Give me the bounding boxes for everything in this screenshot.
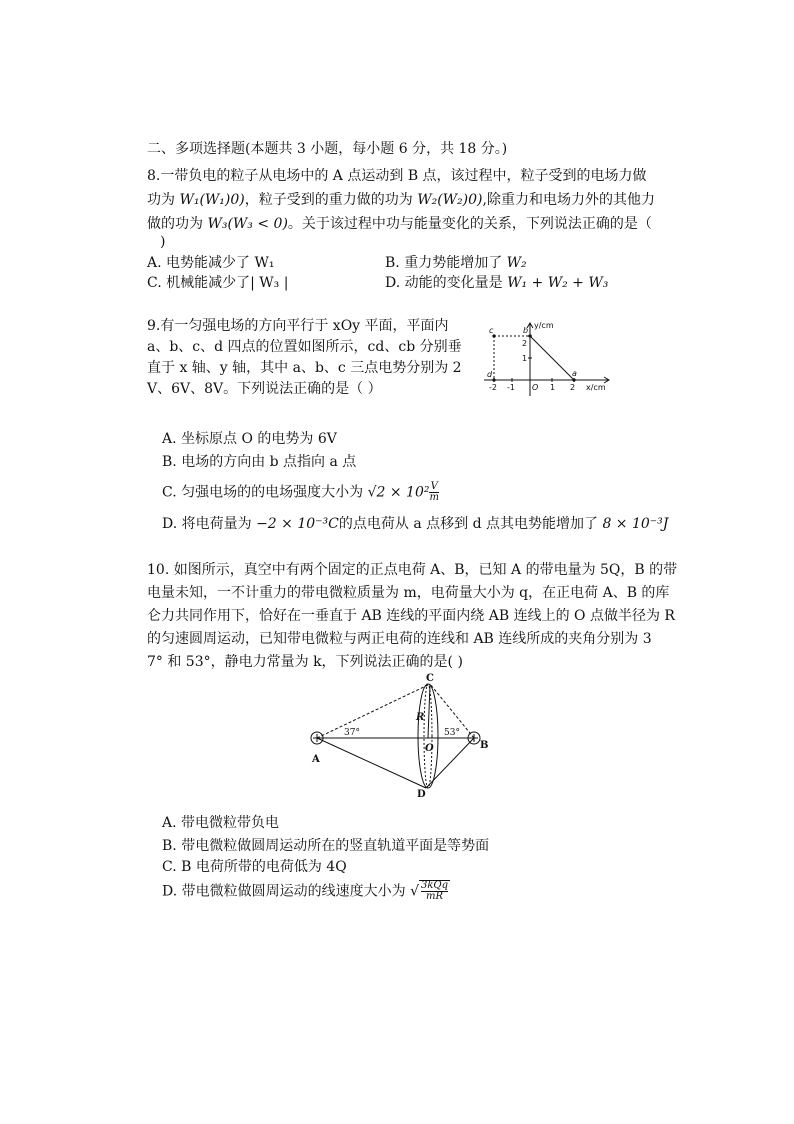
point-a [572,378,575,381]
label-c: c [489,326,494,335]
point-b [528,334,531,337]
q8-line4: ) [160,234,166,250]
line-ac [317,684,430,738]
q10-line1: 10. 如图所示，真空中有两个固定的正点电荷 A、B，已知 A 的带电量为 5Q，B 的带 [147,562,678,578]
point-d [492,378,495,381]
label-C: C [426,673,434,684]
q9-option-d-b: 的点电荷从 a 点移到 d 点其电势能增加了 [338,516,603,532]
q8-option-d-text: D. 动能的变化量是 [385,275,508,291]
q9-coordinate-figure [478,320,618,400]
q8-line3 [147,214,652,234]
q9-xlabel: x/cm [586,383,606,392]
radius-line [428,684,430,738]
q8-option-d [385,273,608,293]
q10-charges-figure [300,672,500,802]
q8-line1: 8.一带负电的粒子从电场中的 A 点运动到 B 点，该过程中，粒子受到的电场力做 [147,168,647,184]
q10-option-c: C. B 电荷所带的电荷低为 4Q [162,859,347,875]
ytick-1: 1 [522,354,528,363]
ytick-2: 2 [522,339,528,348]
q8-option-a: A. 电势能减少了 W₁ [147,255,275,271]
q9-option-d-math1: −2 × 10⁻³C [256,516,339,532]
angle-53: 53° [444,728,460,738]
label-O: O [425,743,434,754]
q9-option-c-unit [429,482,438,503]
label-b: b [523,326,529,335]
label-A: A [312,754,320,765]
q8-option-b-math: W₂ [506,255,527,271]
q10-line5: 7° 和 53°，静电力常量为 k，下列说法正确的是( ) [147,654,463,670]
label-D: D [417,789,426,800]
q9-option-a: A. 坐标原点 O 的电势为 6V [162,431,337,447]
label-a: a [572,369,577,378]
q8-line2-b: ，粒子受到的重力做的功为 [244,192,418,208]
fraction-numerator: 3kQq [421,880,449,891]
unit-numerator: V [430,481,438,492]
q8-w1-math: W₁(W₁)0) [179,192,245,208]
q8-line2-a: 功为 [147,192,180,208]
q8-option-d-math: W₁ + W₂ + W₃ [507,275,609,291]
q9-option-d [162,514,668,534]
q9-option-d-math2: 8 × 10⁻³J [602,516,669,532]
segment-ba [530,336,574,380]
xtick-2: 2 [570,383,576,392]
q9-option-c-text: C. 匀强电场的的电场强度大小为 [162,484,368,501]
q10-option-d-fraction [421,881,448,902]
q10-option-b: B. 带电微粒做圆周运动所在的竖直轨道平面是等势面 [162,838,490,854]
q8-option-b-text: B. 重力势能增加了 [385,255,507,271]
fraction-denominator: mR [426,891,444,902]
q8-w2-math: W₂(W₂)0) [417,192,483,208]
section-header: 二、多项选择题(本题共 3 小题，每小题 6 分，共 18 分。) [147,141,508,157]
label-origin: O [532,383,539,392]
sqrt-symbol: √ [410,883,419,900]
unit-denominator: m [429,492,439,503]
q8-line3-b: 。关于该过程中功与能量变化的关系，下列说法正确的是（ [287,216,652,232]
q9-line2: a、b、c、d 四点的位置如图所示，cd、cb 分别垂 [147,339,462,355]
q9-option-c-value: √2 × 10² [367,484,430,501]
xtick-m2: -2 [489,383,497,392]
q8-w3-math: W₃(W₃ < 0) [207,216,288,232]
q10-line3: 仑力共同作用下，恰好在一垂直于 AB 连线的平面内绕 AB 连线上的 O 点做半径为 R [147,608,675,624]
angle-37: 37° [344,728,360,738]
q8-option-b [385,253,527,273]
q10-line4: 的匀速圆周运动，已知带电微粒与两正电荷的连线和 AB 连线所成的夹角分别为 3 [147,631,652,647]
q8-line2 [147,190,655,210]
q10-option-a: A. 带电微粒带负电 [162,815,280,831]
xtick-m1: -1 [507,383,515,392]
q10-line2: 电量未知，一不计重力的带电微粒质量为 m，电荷量大小为 q，在正电荷 A、B 的库 [147,585,670,601]
label-B: B [480,740,489,751]
q9-line1: 9.有一匀强电场的方向平行于 xOy 平面，平面内 [147,318,449,334]
q9-line3: 直于 x 轴、y 轴，其中 a、b、c 三点电势分别为 2 [147,360,462,376]
label-R: R [416,712,425,723]
xtick-1: 1 [550,383,556,392]
q9-option-c [162,482,439,503]
q10-option-d [162,880,450,902]
q10-option-d-text: D. 带电微粒做圆周运动的线速度大小为 [162,883,411,900]
q9-option-d-a: D. 将电荷量为 [162,516,257,532]
q8-line2-c: ,除重力和电场力外的其他力 [482,192,655,208]
q9-ylabel: y/cm [534,321,554,330]
q9-line4: V、6V、8V。下列说法正确的是（ ） [147,381,382,397]
line-ad [317,738,426,788]
q9-option-b: B. 电场的方向由 b 点指向 a 点 [162,454,357,470]
q8-line3-a: 做的功为 [147,216,208,232]
label-d: d [487,370,493,379]
q8-option-c: C. 机械能减少了| W₃ | [147,275,289,291]
